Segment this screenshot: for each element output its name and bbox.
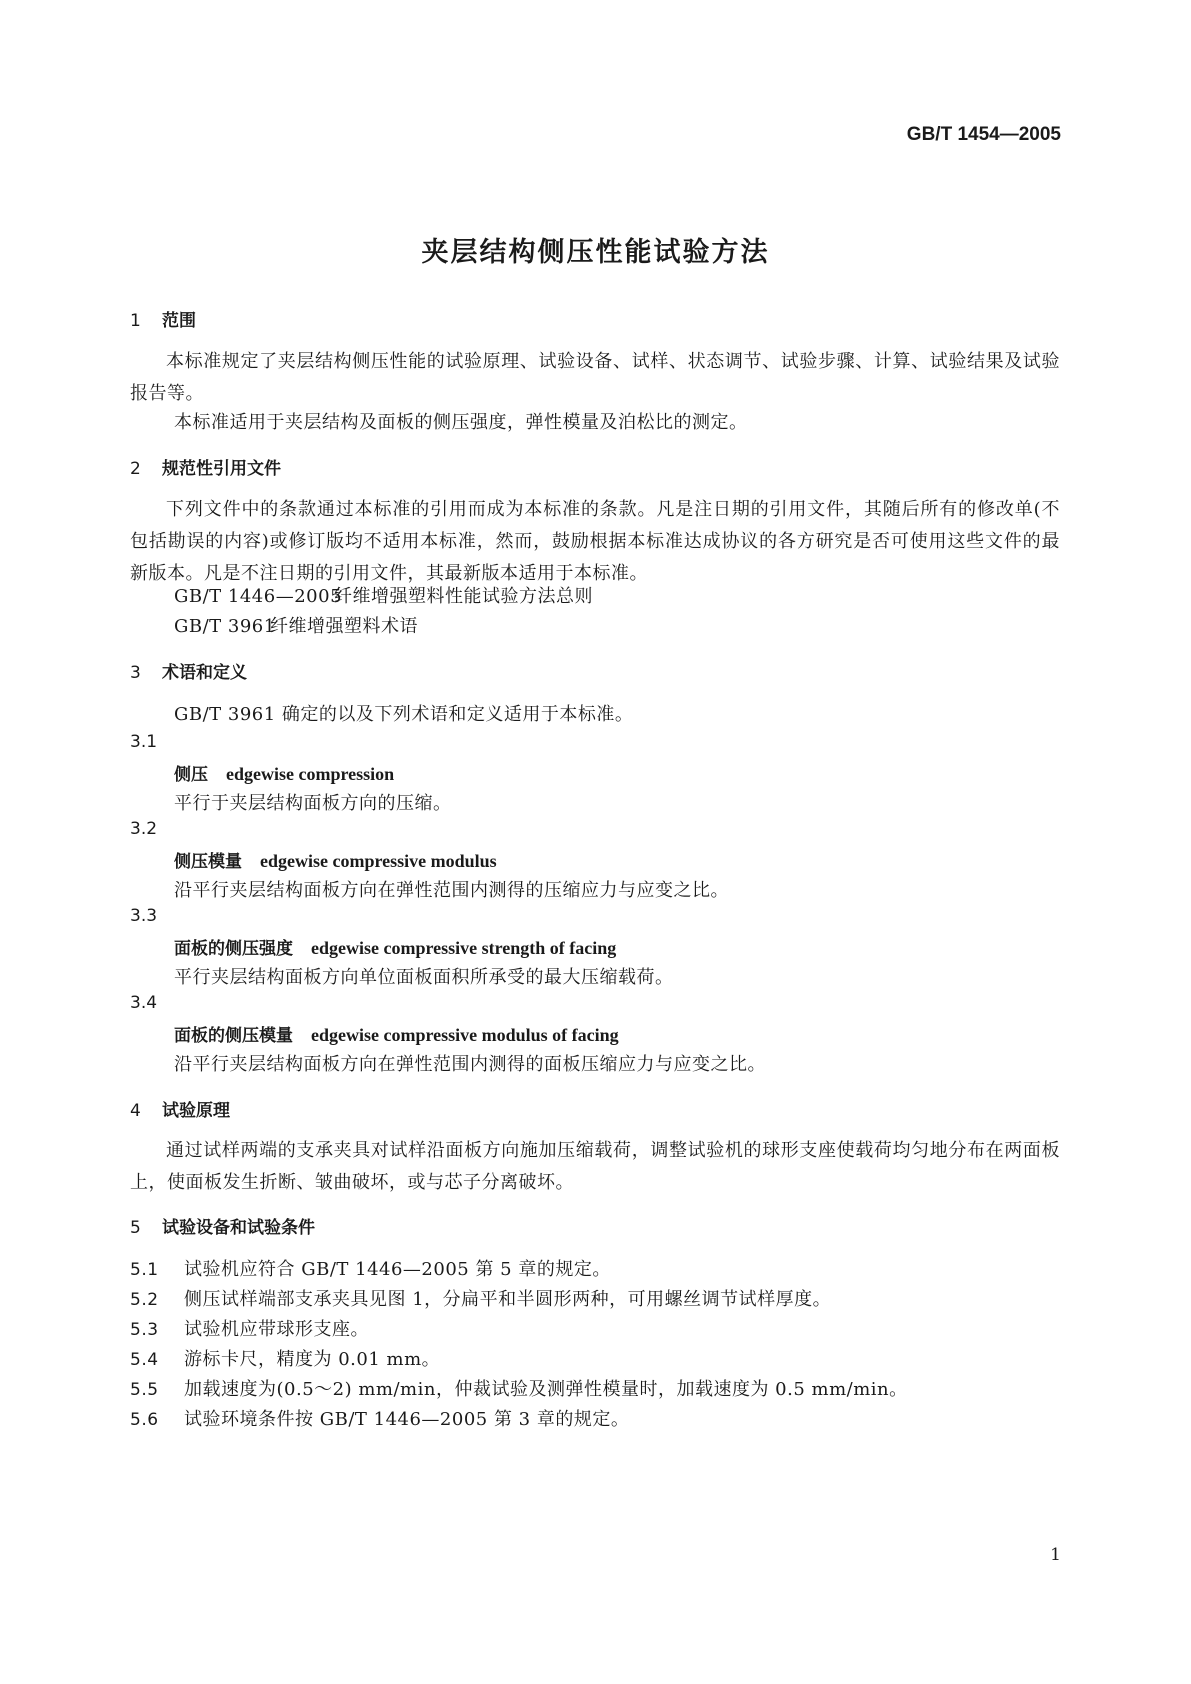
section-title: 试验设备和试验条件	[162, 1218, 315, 1238]
section-title: 试验原理	[162, 1101, 230, 1121]
clause-item	[130, 1315, 369, 1341]
reference-title: 纤维增强塑料术语	[270, 616, 418, 637]
term-en: edgewise compressive modulus of facing	[311, 1025, 619, 1045]
clause-item	[130, 1345, 440, 1371]
clause-text: 试验机应符合 GB/T 1446—2005 第 5 章的规定。	[184, 1259, 611, 1280]
section-1-paragraph-1: 本标准规定了夹层结构侧压性能的试验原理、试验设备、试样、状态调节、试验步骤、计算、试验结果及试验报告等。	[130, 351, 1060, 404]
clause-number: 5.3	[130, 1320, 159, 1340]
term-heading	[174, 934, 616, 959]
term-en: edgewise compression	[226, 764, 395, 784]
section-1-heading	[130, 306, 196, 331]
clause-text: 试验机应带球形支座。	[184, 1319, 369, 1340]
term-definition: 平行夹层结构面板方向单位面板面积所承受的最大压缩载荷。	[174, 967, 674, 988]
section-2-heading	[130, 454, 281, 479]
term-number: 3.2	[130, 819, 158, 839]
section-number: 4	[130, 1101, 141, 1121]
section-number: 2	[130, 459, 141, 479]
clause-number: 5.5	[130, 1380, 159, 1400]
clause-number: 5.4	[130, 1350, 159, 1370]
term-zh: 面板的侧压模量	[174, 1026, 293, 1046]
clause-item	[130, 1405, 629, 1431]
term-zh: 侧压模量	[174, 852, 242, 872]
term-zh: 侧压	[174, 765, 208, 785]
term-heading	[174, 847, 497, 872]
page-number: 1	[1050, 1545, 1061, 1565]
term-number: 3.4	[130, 993, 158, 1013]
clause-text: 游标卡尺，精度为 0.01 mm。	[184, 1349, 441, 1370]
term-en: edgewise compressive strength of facing	[311, 938, 617, 958]
term-en: edgewise compressive modulus	[260, 851, 497, 871]
term-heading	[174, 760, 394, 785]
reference-title: 纤维增强塑料性能试验方法总则	[334, 586, 593, 607]
section-title: 术语和定义	[162, 663, 247, 683]
section-number: 5	[130, 1218, 141, 1238]
clause-text: 侧压试样端部支承夹具见图 1，分扁平和半圆形两种，可用螺丝调节试样厚度。	[184, 1289, 832, 1310]
term-definition: 沿平行夹层结构面板方向在弹性范围内测得的面板压缩应力与应变之比。	[174, 1054, 766, 1075]
reference-item	[174, 582, 593, 608]
clause-text: 试验环境条件按 GB/T 1446—2005 第 3 章的规定。	[184, 1409, 630, 1430]
clause-item	[130, 1255, 611, 1281]
term-number: 3.3	[130, 906, 158, 926]
reference-code: GB/T 3961	[174, 616, 276, 637]
section-2-paragraph-1: 下列文件中的条款通过本标准的引用而成为本标准的条款。凡是注日期的引用文件，其随后所有的修改单(不包括勘误的内容)或修订版均不适用本标准，然而，鼓励根据本标准达成协议的各方研究是否可使用这些文件的最新版本。凡是不注日期的引用文件，其最新版本适用于本标准。	[130, 499, 1060, 584]
clause-number: 5.2	[130, 1290, 159, 1310]
reference-item	[174, 612, 418, 638]
term-definition: 沿平行夹层结构面板方向在弹性范围内测得的压缩应力与应变之比。	[174, 880, 729, 901]
clause-number: 5.1	[130, 1260, 159, 1280]
section-4-heading	[130, 1096, 230, 1121]
clause-item	[130, 1285, 831, 1311]
clause-text: 加载速度为(0.5～2) mm/min，仲裁试验及测弹性模量时，加载速度为 0.5 mm/min。	[184, 1379, 908, 1400]
section-4-paragraph-1: 通过试样两端的支承夹具对试样沿面板方向施加压缩载荷，调整试验机的球形支座使载荷均匀地分布在两面板上，使面板发生折断、皱曲破坏，或与芯子分离破坏。	[130, 1140, 1060, 1193]
term-definition: 平行于夹层结构面板方向的压缩。	[174, 793, 452, 814]
term-number: 3.1	[130, 732, 158, 752]
section-3-intro: GB/T 3961 确定的以及下列术语和定义适用于本标准。	[174, 704, 634, 725]
section-3-heading	[130, 658, 247, 683]
section-title: 范围	[162, 311, 196, 331]
term-zh: 面板的侧压强度	[174, 939, 293, 959]
reference-code: GB/T 1446—2005	[174, 586, 343, 607]
document-title: 夹层结构侧压性能试验方法	[421, 237, 770, 268]
clause-item	[130, 1375, 908, 1401]
clause-number: 5.6	[130, 1410, 159, 1430]
term-heading	[174, 1021, 619, 1046]
standard-number: GB/T 1454—2005	[906, 124, 1061, 145]
section-5-heading	[130, 1213, 315, 1238]
section-1-paragraph-2: 本标准适用于夹层结构及面板的侧压强度，弹性模量及泊松比的测定。	[174, 412, 748, 433]
section-title: 规范性引用文件	[162, 459, 281, 479]
section-number: 1	[130, 311, 141, 331]
section-number: 3	[130, 663, 141, 683]
